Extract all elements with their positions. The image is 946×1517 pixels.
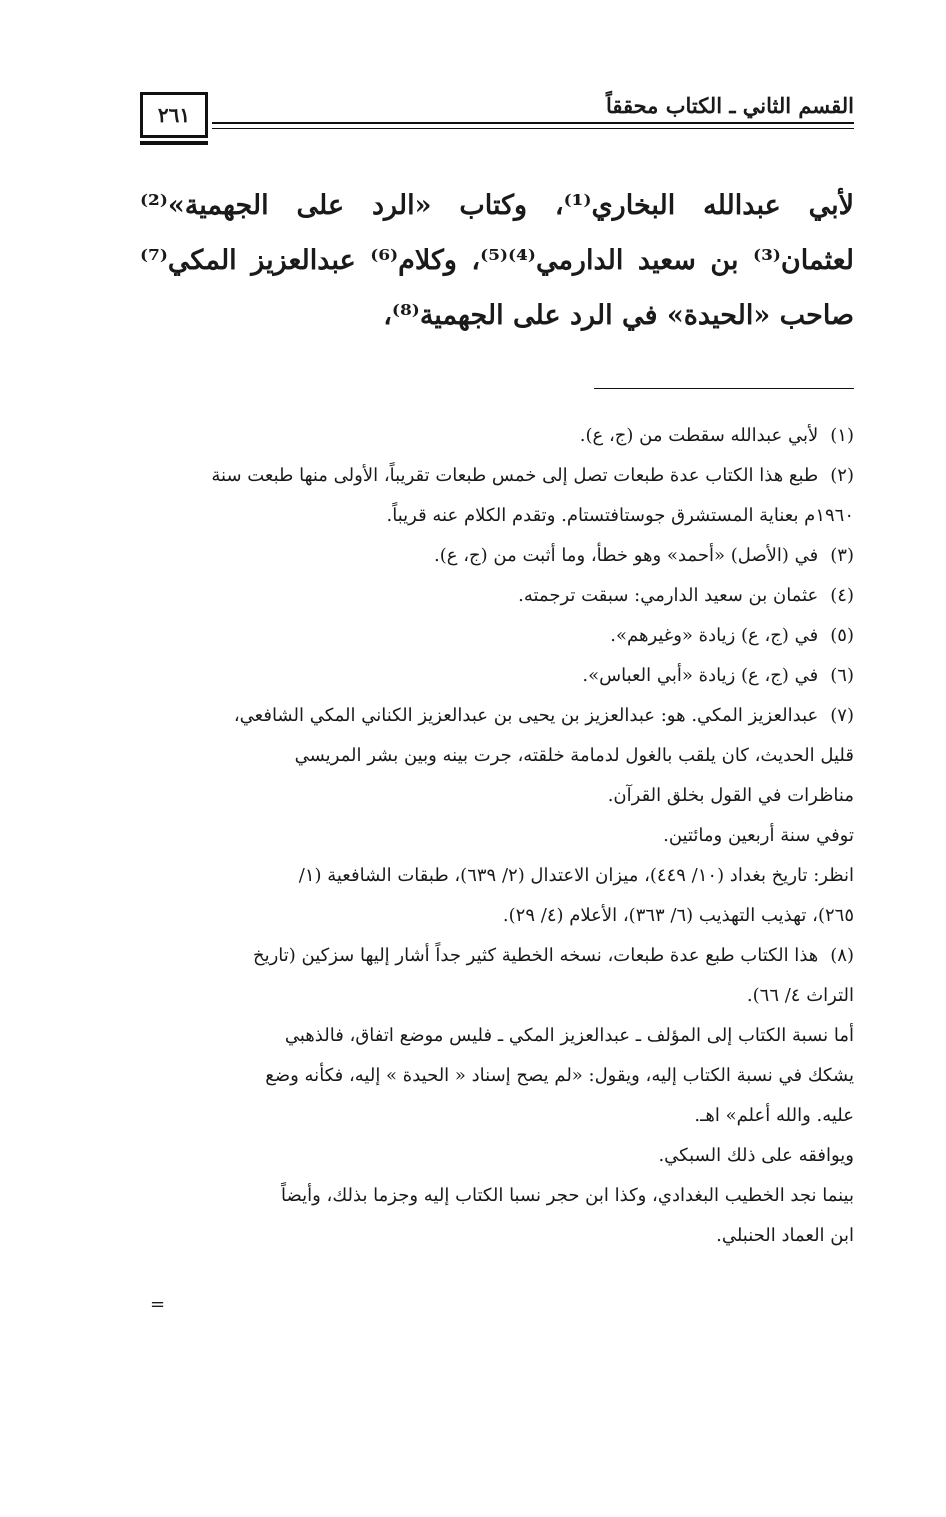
running-title: القسم الثاني ـ الكتاب محققاً (598, 92, 854, 120)
footnote-7 (140, 696, 854, 736)
footnote-text: في (ج، ع) زيادة «أبي العباس». (582, 665, 819, 686)
footnote-label: (٤) (830, 585, 854, 606)
footnote-8-cont: التراث ٤/ ٦٦). (746, 985, 854, 1006)
page-number: ٢٦١ (140, 92, 208, 138)
footnote-label: (٦) (830, 665, 854, 686)
continuation-mark: = (150, 1294, 166, 1315)
main-text-line: لعثمان⁽³⁾ بن سعيد الدارمي⁽⁴⁾⁽⁵⁾، وكلام⁽⁶⁾ عبدالعزيز المكي⁽⁷⁾ (140, 245, 854, 276)
footnote-label: (٣) (830, 545, 854, 566)
footnote-text: في (ج، ع) زيادة «وغيرهم». (610, 625, 819, 646)
footnote-1 (140, 416, 854, 456)
footnote-7-refs: انظر: تاريخ بغداد (١٠/ ٤٤٩)، ميزان الاعتدال (٢/ ٦٣٩)، طبقات الشافعية (١/ (298, 865, 854, 886)
main-text (140, 178, 854, 343)
footnote-8-cont: يشكك في نسبة الكتاب إليه، ويقول: «لم يصح إسناد « الحيدة » إليه، فكأنه وضع (265, 1065, 854, 1086)
footnote-7-cont: مناظرات في القول بخلق القرآن. (607, 785, 854, 806)
footnote-label: (٢) (830, 465, 854, 486)
footnote-2 (140, 456, 854, 496)
footnote-8-cont: أما نسبة الكتاب إلى المؤلف ـ عبدالعزيز المكي ـ فليس موضع اتفاق، فالذهبي (284, 1025, 854, 1046)
footnote-text: في (الأصل) «أحمد» وهو خطأ، وما أثبت من (ج، ع). (434, 545, 819, 566)
footnote-7-cont: توفي سنة أربعين ومائتين. (663, 825, 854, 846)
footnote-6 (140, 656, 854, 696)
footnote-8 (140, 936, 854, 976)
footnote-text: طبع هذا الكتاب عدة طبعات تصل إلى خمس طبعات تقريباً، الأولى منها طبعت سنة (211, 465, 819, 486)
footnote-text: لأبي عبدالله سقطت من (ج، ع). (579, 425, 819, 446)
header-rule (212, 122, 854, 129)
footnote-3 (140, 536, 854, 576)
footnote-label: (٥) (830, 625, 854, 646)
footnote-7-refs: ٢٦٥)، تهذيب التهذيب (٦/ ٣٦٣)، الأعلام (٤/ ٢٩). (502, 905, 854, 926)
footnote-8-cont: عليه. والله أعلم» اهـ. (694, 1105, 854, 1126)
footnote-separator (594, 388, 854, 389)
main-text-line: صاحب «الحيدة» في الرد على الجهمية⁽⁸⁾، (383, 300, 854, 331)
footnote-7-cont: قليل الحديث، كان يلقب بالغول لدمامة خلقته، جرت بينه وبين بشر المريسي (294, 745, 854, 766)
footnote-4 (140, 576, 854, 616)
footnote-label: (٧) (830, 705, 854, 726)
footnote-text: عثمان بن سعيد الدارمي: سبقت ترجمته. (518, 585, 819, 606)
footnote-2-cont: ١٩٦٠م بعناية المستشرق جوستافتستام. وتقدم الكلام عنه قريباً. (386, 505, 854, 526)
footnote-5 (140, 616, 854, 656)
page-header (140, 92, 854, 152)
footnotes (140, 416, 854, 1256)
footnote-text: هذا الكتاب طبع عدة طبعات، نسخه الخطية كثير جداً أشار إليها سزكين (تاريخ (252, 945, 819, 966)
footnote-label: (١) (830, 425, 854, 446)
footnote-label: (٨) (830, 945, 854, 966)
main-text-line: لأبي عبدالله البخاري⁽¹⁾، وكتاب «الرد على الجهمية»⁽²⁾ (140, 190, 854, 221)
footnote-8-cont: بينما نجد الخطيب البغدادي، وكذا ابن حجر نسبا الكتاب إليه وجزما بذلك، وأيضاً (281, 1185, 854, 1206)
footnote-8-cont: ويوافقه على ذلك السبكي. (658, 1145, 854, 1166)
footnote-8-cont: ابن العماد الحنبلي. (716, 1225, 854, 1246)
footnote-text: عبدالعزيز المكي. هو: عبدالعزيز بن يحيى بن عبدالعزيز الكناني المكي الشافعي، (233, 705, 819, 726)
